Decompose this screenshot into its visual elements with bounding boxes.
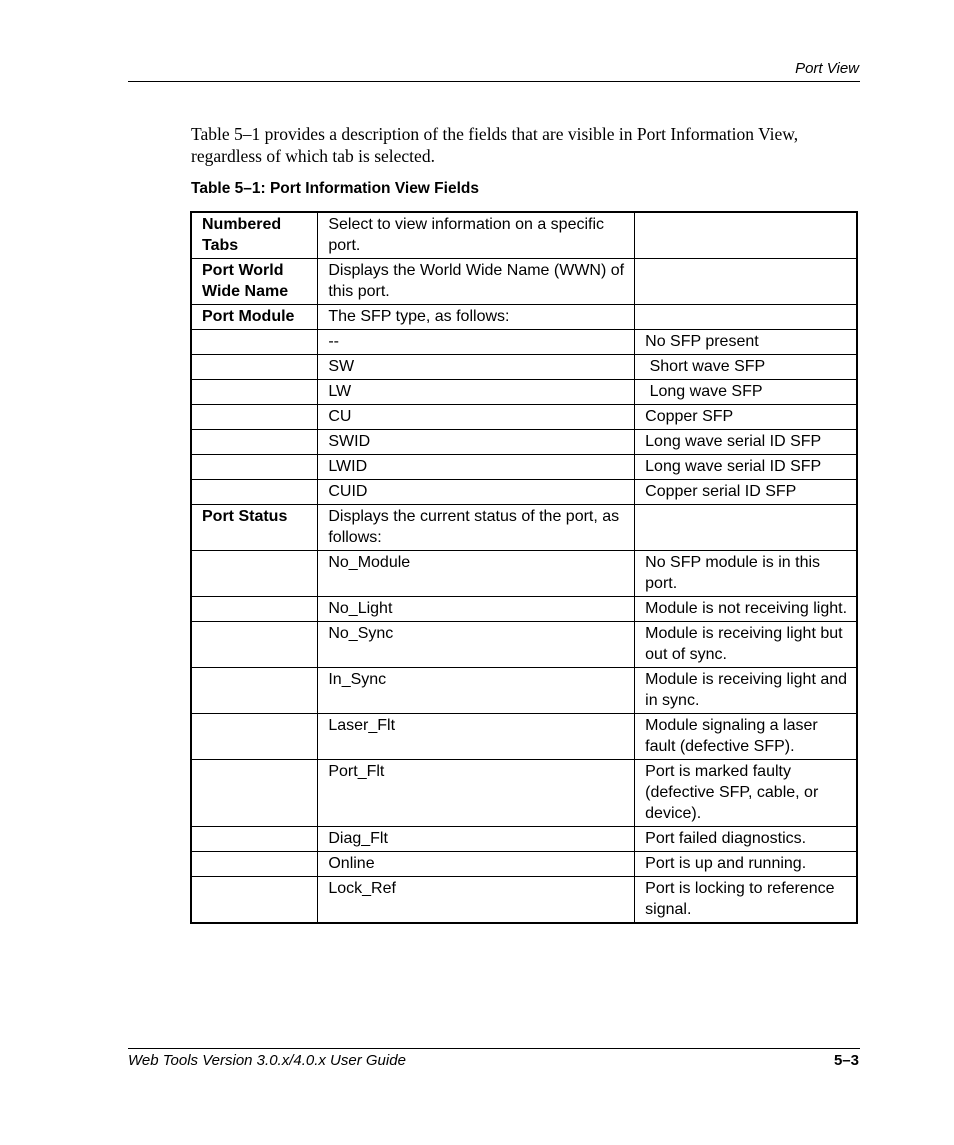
field-detail-cell: Port is up and running. [635, 852, 857, 877]
field-name-cell [191, 760, 318, 827]
field-description-cell: The SFP type, as follows: [318, 305, 635, 330]
table-row [191, 480, 857, 505]
field-detail-cell [635, 305, 857, 330]
field-name-cell [191, 622, 318, 668]
page-number: 5–3 [833, 1052, 859, 1069]
table-row [191, 305, 857, 330]
field-description-cell: Displays the World Wide Name (WWN) of this port. [318, 259, 635, 305]
field-description-cell: Displays the current status of the port, as follows: [318, 505, 635, 551]
table-row [191, 760, 857, 827]
field-name-cell: Numbered Tabs [191, 212, 318, 259]
table-row [191, 405, 857, 430]
field-detail-cell: Short wave SFP [635, 355, 857, 380]
field-detail-cell: Module is not receiving light. [635, 597, 857, 622]
field-description-cell: Online [318, 852, 635, 877]
field-detail-cell: Copper serial ID SFP [635, 480, 857, 505]
field-detail-cell: Port is locking to reference signal. [635, 877, 857, 924]
field-description-cell: CUID [318, 480, 635, 505]
field-description-cell: Laser_Flt [318, 714, 635, 760]
table-body [191, 212, 857, 923]
field-detail-cell: Long wave SFP [635, 380, 857, 405]
field-description-cell: No_Light [318, 597, 635, 622]
field-detail-cell [635, 212, 857, 259]
table-row [191, 259, 857, 305]
field-name-cell [191, 380, 318, 405]
field-name-cell [191, 455, 318, 480]
field-name-cell [191, 405, 318, 430]
field-detail-cell: Module is receiving light and in sync. [635, 668, 857, 714]
field-name-cell: Port Status [191, 505, 318, 551]
field-detail-cell: No SFP present [635, 330, 857, 355]
table-row [191, 330, 857, 355]
table-row [191, 827, 857, 852]
field-detail-cell: Module signaling a laser fault (defective SFP). [635, 714, 857, 760]
footer-divider [128, 1048, 860, 1049]
intro-paragraph: Table 5–1 provides a description of the fields that are visible in Port Information View, regardless of which tab is selected. [191, 124, 799, 166]
field-name-cell [191, 827, 318, 852]
table-row [191, 212, 857, 259]
field-detail-cell: Module is receiving light but out of sync. [635, 622, 857, 668]
field-detail-cell [635, 505, 857, 551]
field-description-cell: LWID [318, 455, 635, 480]
field-description-cell: LW [318, 380, 635, 405]
table-row [191, 668, 857, 714]
running-header: Port View [795, 60, 859, 77]
field-name-cell: Port World Wide Name [191, 259, 318, 305]
field-name-cell [191, 430, 318, 455]
footer-guide-title: Web Tools Version 3.0.x/4.0.x User Guide [128, 1052, 406, 1069]
table-row [191, 714, 857, 760]
table-caption: Table 5–1: Port Information View Fields [191, 180, 479, 197]
table-row [191, 430, 857, 455]
field-description-cell: Lock_Ref [318, 877, 635, 924]
field-name-cell [191, 877, 318, 924]
field-name-cell [191, 668, 318, 714]
table-row [191, 877, 857, 924]
field-description-cell: Port_Flt [318, 760, 635, 827]
table-row [191, 597, 857, 622]
table-row [191, 355, 857, 380]
field-description-cell: No_Sync [318, 622, 635, 668]
table-row [191, 852, 857, 877]
field-name-cell [191, 355, 318, 380]
field-name-cell [191, 597, 318, 622]
field-name-cell [191, 852, 318, 877]
table-row [191, 455, 857, 480]
table-row [191, 380, 857, 405]
field-description-cell: CU [318, 405, 635, 430]
field-description-cell: Select to view information on a specific port. [318, 212, 635, 259]
field-description-cell: SWID [318, 430, 635, 455]
field-detail-cell: Long wave serial ID SFP [635, 430, 857, 455]
field-description-cell: In_Sync [318, 668, 635, 714]
field-name-cell [191, 480, 318, 505]
field-description-cell: SW [318, 355, 635, 380]
table-row [191, 622, 857, 668]
header-divider [128, 81, 860, 82]
field-description-cell: No_Module [318, 551, 635, 597]
field-detail-cell: No SFP module is in this port. [635, 551, 857, 597]
field-name-cell [191, 330, 318, 355]
field-detail-cell: Long wave serial ID SFP [635, 455, 857, 480]
field-name-cell [191, 714, 318, 760]
field-name-cell: Port Module [191, 305, 318, 330]
field-detail-cell: Port is marked faulty (defective SFP, cable, or device). [635, 760, 857, 827]
port-information-table [190, 211, 858, 924]
field-description-cell: Diag_Flt [318, 827, 635, 852]
field-detail-cell: Copper SFP [635, 405, 857, 430]
field-detail-cell: Port failed diagnostics. [635, 827, 857, 852]
field-description-cell: -- [318, 330, 635, 355]
field-detail-cell [635, 259, 857, 305]
field-name-cell [191, 551, 318, 597]
table-row [191, 505, 857, 551]
table-row [191, 551, 857, 597]
